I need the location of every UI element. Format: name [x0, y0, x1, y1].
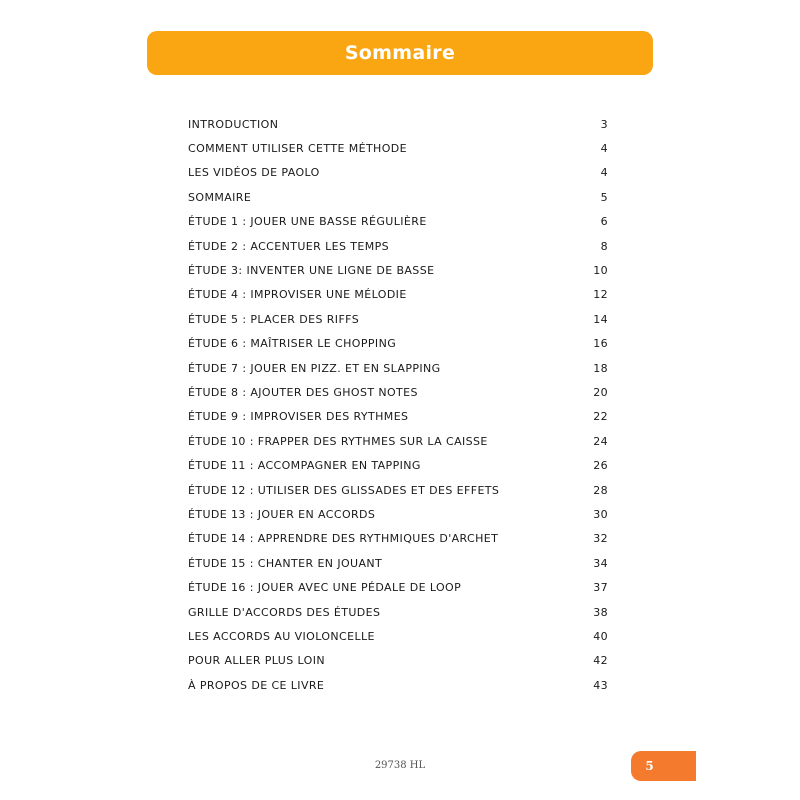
toc-entry-title: ÉTUDE 2 : ACCENTUER LES TEMPS [188, 239, 390, 253]
toc-entry-page: 38 [593, 605, 608, 619]
toc-entry-title: ÉTUDE 4 : IMPROVISER UNE MÉLODIE [188, 288, 407, 302]
toc-entry [188, 478, 608, 502]
toc-entry-title: LES VIDÉOS DE PAOLO [188, 166, 320, 180]
toc-entry-title: COMMENT UTILISER CETTE MÉTHODE [188, 142, 408, 156]
toc-entry-page: 24 [593, 434, 608, 448]
page-number: 5 [645, 759, 654, 773]
toc-entry-title: À PROPOS DE CE LIVRE [188, 678, 325, 692]
toc-entry [188, 405, 608, 429]
toc-entry-page: 18 [593, 361, 608, 375]
toc-entry-page: 8 [600, 239, 608, 253]
toc-entry [188, 112, 608, 136]
toc-entry-page: 40 [593, 629, 608, 643]
toc-entry-page: 30 [593, 507, 608, 521]
toc-entry-page: 4 [600, 142, 608, 156]
toc-entry [188, 551, 608, 575]
toc-entry-title: INTRODUCTION [188, 117, 279, 131]
toc-entry-title: ÉTUDE 7 : JOUER EN PIZZ. ET EN SLAPPING [188, 361, 441, 375]
toc-entry-page: 43 [593, 678, 608, 692]
toc-entry-page: 4 [600, 166, 608, 180]
toc-entry [188, 307, 608, 331]
toc-entry-title: ÉTUDE 14 : APPRENDRE DES RYTHMIQUES D'ARCHET [188, 532, 499, 546]
toc-entry-page: 16 [593, 337, 608, 351]
toc-entry [188, 502, 608, 526]
toc-entry-page: 22 [593, 410, 608, 424]
toc-entry-title: ÉTUDE 16 : JOUER AVEC UNE PÉDALE DE LOOP [188, 581, 462, 595]
toc-entry [188, 624, 608, 648]
toc-entry [188, 380, 608, 404]
toc-entry [188, 649, 608, 673]
toc-entry-title: ÉTUDE 1 : JOUER UNE BASSE RÉGULIÈRE [188, 215, 427, 229]
toc-entry [188, 527, 608, 551]
toc-entry-title: ÉTUDE 3: INVENTER UNE LIGNE DE BASSE [188, 264, 435, 278]
toc-entry-title: ÉTUDE 6 : MAÎTRISER LE CHOPPING [188, 337, 397, 351]
toc-entry-page: 14 [593, 312, 608, 326]
toc-entry-page: 20 [593, 385, 608, 399]
toc-entry-page: 26 [593, 459, 608, 473]
toc-entry-title: ÉTUDE 5 : PLACER DES RIFFS [188, 312, 360, 326]
toc-entry-page: 37 [593, 581, 608, 595]
footer-product-code: 29738 HL [374, 760, 426, 771]
toc-entry [188, 600, 608, 624]
toc-entry-page: 5 [600, 190, 608, 204]
toc-entry-page: 12 [593, 288, 608, 302]
title-banner [147, 31, 653, 75]
page-number-tab [631, 751, 696, 781]
toc-entry [188, 161, 608, 185]
toc-entry [188, 210, 608, 234]
toc-entry-page: 10 [593, 264, 608, 278]
toc-entry-title: ÉTUDE 8 : AJOUTER DES GHOST NOTES [188, 385, 418, 399]
toc-entry [188, 283, 608, 307]
toc-entry-title: GRILLE D'ACCORDS DES ÉTUDES [188, 605, 381, 619]
toc-entry [188, 185, 608, 209]
toc-entry-page: 34 [593, 556, 608, 570]
toc-entry-title: ÉTUDE 13 : JOUER EN ACCORDS [188, 507, 376, 521]
toc-entry-page: 3 [600, 117, 608, 131]
toc-entry-page: 6 [600, 215, 608, 229]
toc-entry [188, 673, 608, 697]
toc-entry-title: ÉTUDE 11 : ACCOMPAGNER EN TAPPING [188, 459, 421, 473]
toc-entry [188, 453, 608, 477]
toc-entry-page: 28 [593, 483, 608, 497]
toc-entry-title: ÉTUDE 10 : FRAPPER DES RYTHMES SUR LA CAISSE [188, 434, 488, 448]
toc-entry [188, 258, 608, 282]
toc-entry [188, 332, 608, 356]
toc-entry-page: 32 [593, 532, 608, 546]
toc-entry [188, 429, 608, 453]
toc-entry-title: ÉTUDE 15 : CHANTER EN JOUANT [188, 556, 383, 570]
page-title: Sommaire [344, 42, 456, 64]
toc-entry [188, 575, 608, 599]
toc-entry [188, 234, 608, 258]
toc-entry-title: ÉTUDE 12 : UTILISER DES GLISSADES ET DES EFFETS [188, 483, 500, 497]
table-of-contents [188, 112, 608, 697]
toc-entry [188, 136, 608, 160]
toc-entry-title: POUR ALLER PLUS LOIN [188, 654, 325, 668]
toc-entry-title: ÉTUDE 9 : IMPROVISER DES RYTHMES [188, 410, 409, 424]
toc-entry-title: LES ACCORDS AU VIOLONCELLE [188, 629, 375, 643]
toc-entry [188, 356, 608, 380]
toc-entry-title: SOMMAIRE [188, 190, 252, 204]
toc-entry-page: 42 [593, 654, 608, 668]
